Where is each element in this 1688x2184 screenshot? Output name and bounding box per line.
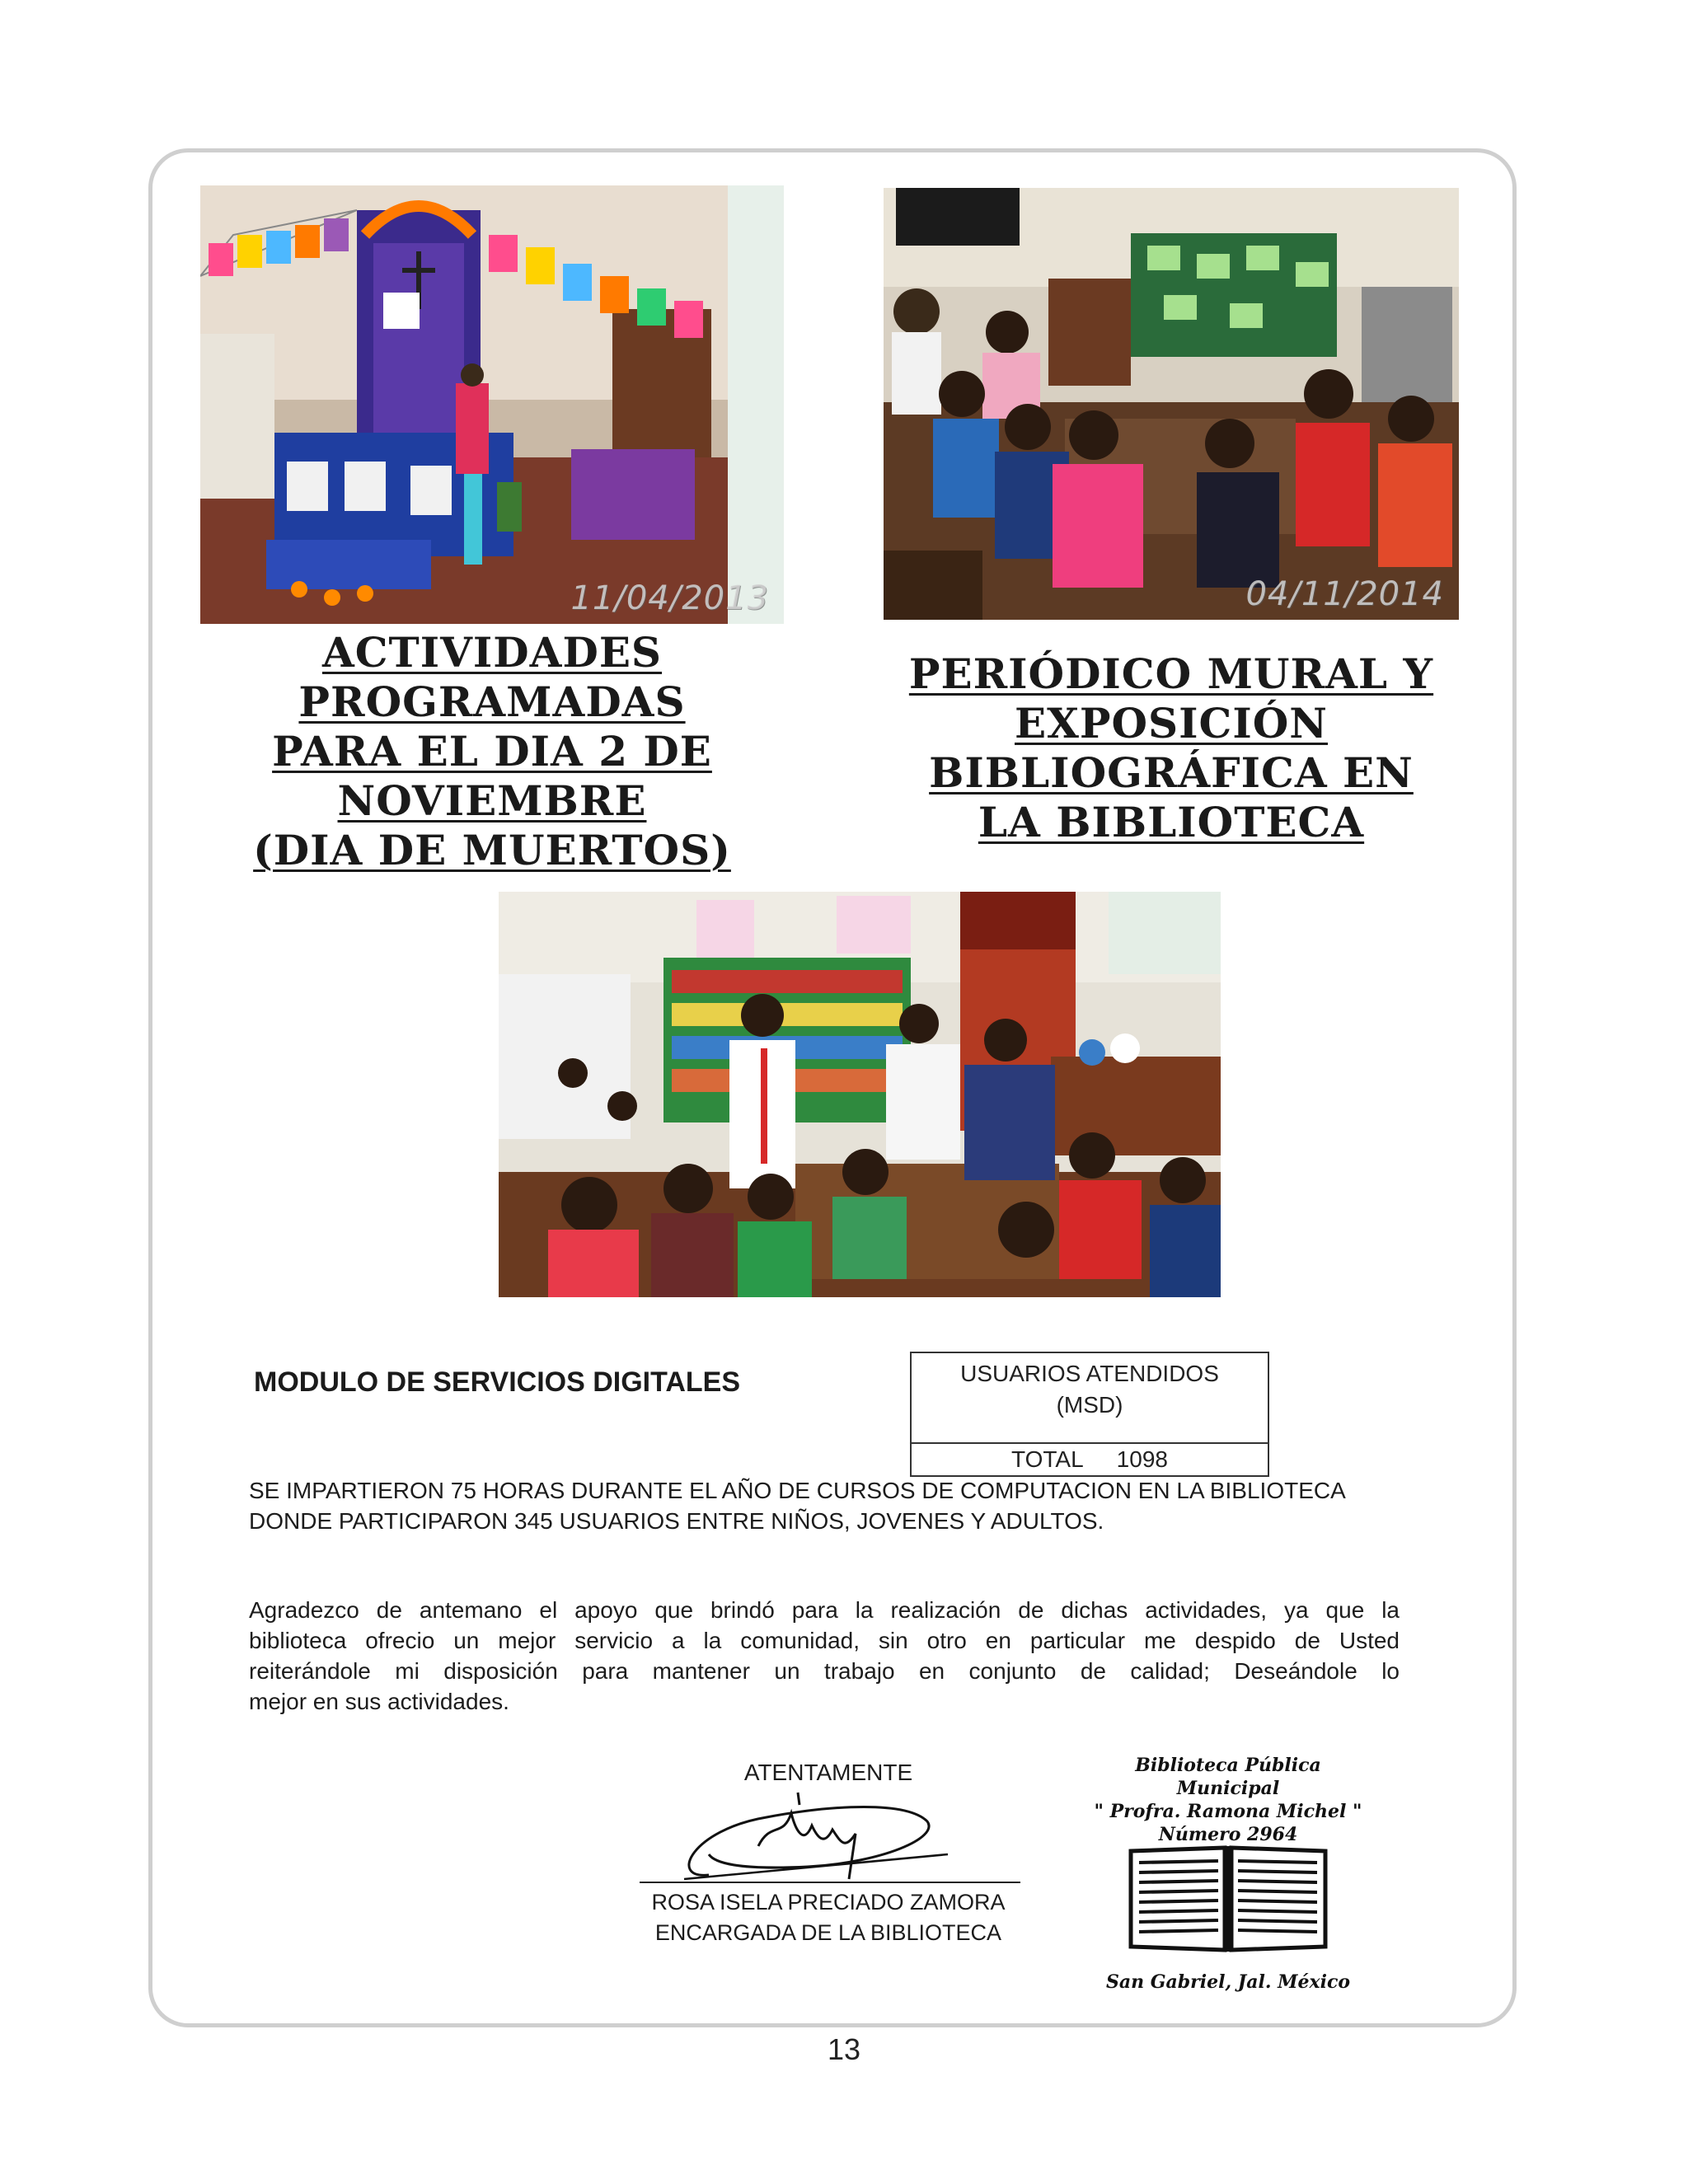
msd-table-header (912, 1358, 1268, 1421)
msd-header-line: (MSD) (1056, 1392, 1123, 1418)
altar-illustration (200, 185, 784, 624)
caption-left-line: PARA EL DIA 2 DE (272, 727, 712, 776)
caption-right-line: BIBLIOGRÁFICA EN (929, 748, 1414, 797)
paragraph-agradecimiento (249, 1595, 1400, 1717)
msd-total-row (912, 1442, 1268, 1475)
msd-users-table (910, 1352, 1269, 1477)
paragraph-line: SE IMPARTIERON 75 HORAS DURANTE EL AÑO DE CURSOS DE COMPUTACION EN LA BIBLIOTECA (249, 1478, 1346, 1503)
closing-text: ATENTAMENTE (743, 1760, 913, 1785)
caption-right-line: EXPOSICIÓN (1015, 699, 1328, 748)
caption-right-line: PERIÓDICO MURAL Y (908, 649, 1434, 698)
caption-left (200, 628, 784, 875)
seal-line: " Profra. Ramona Michel " (1094, 1801, 1362, 1822)
library-children-illustration (884, 188, 1459, 620)
paragraph-line: mejor en sus actividades. (249, 1689, 509, 1714)
msd-title: MODULO DE SERVICIOS DIGITALES (254, 1366, 741, 1398)
paragraph-line: Agradezco de antemano el apoyo que brindó para la realización de dichas actividades, ya que la (249, 1597, 1400, 1623)
signatory-name: ROSA ISELA PRECIADO ZAMORA (651, 1890, 1006, 1915)
signature-closing (635, 1760, 1022, 1786)
caption-right-line: LA BIBLIOTECA (978, 798, 1365, 846)
paragraph-line: biblioteca ofrecio un mejor servicio a la comunidad, sin otro en particular me despido de Usted (249, 1628, 1400, 1653)
msd-header-line: USUARIOS ATENDIDOS (960, 1361, 1219, 1386)
paragraph-line: reiterándole mi disposición para mantener un trabajo en conjunto de calidad; Deseándole lo (249, 1658, 1400, 1684)
caption-right (884, 649, 1459, 847)
signatory-role: ENCARGADA DE LA BIBLIOTECA (654, 1920, 1002, 1945)
caption-left-line: PROGRAMADAS (298, 677, 686, 726)
library-visit-illustration (499, 892, 1221, 1297)
photo-visita-biblioteca (499, 892, 1221, 1297)
handwritten-signature (635, 1788, 1014, 1896)
msd-total-value: 1098 (1116, 1446, 1168, 1472)
date-stamp: 11/04/2013 (570, 579, 769, 617)
seal-line: Número 2964 (1158, 1824, 1298, 1845)
seal-line: Biblioteca Pública Municipal (1135, 1755, 1321, 1799)
caption-left-line: NOVIEMBRE (337, 776, 647, 825)
signatory (635, 1887, 1022, 1948)
signature-line (640, 1882, 1020, 1883)
seal-line: San Gabriel, Jal. México (1105, 1971, 1351, 1993)
library-seal (1088, 1754, 1368, 1993)
caption-left-line: (DIA DE MUERTOS) (253, 826, 731, 874)
msd-total-label: TOTAL (1011, 1446, 1084, 1472)
paragraph-cursos (249, 1475, 1411, 1536)
open-book-icon (1128, 1843, 1329, 1955)
date-stamp: 04/11/2014 (1245, 575, 1444, 613)
paragraph-line: DONDE PARTICIPARON 345 USUARIOS ENTRE NIÑOS, JOVENES Y ADULTOS. (249, 1508, 1104, 1534)
page-number: 13 (827, 2032, 861, 2066)
caption-left-line: ACTIVIDADES (321, 628, 663, 677)
photo-altar-dia-de-muertos (200, 185, 784, 624)
photo-periodico-mural (884, 188, 1459, 620)
